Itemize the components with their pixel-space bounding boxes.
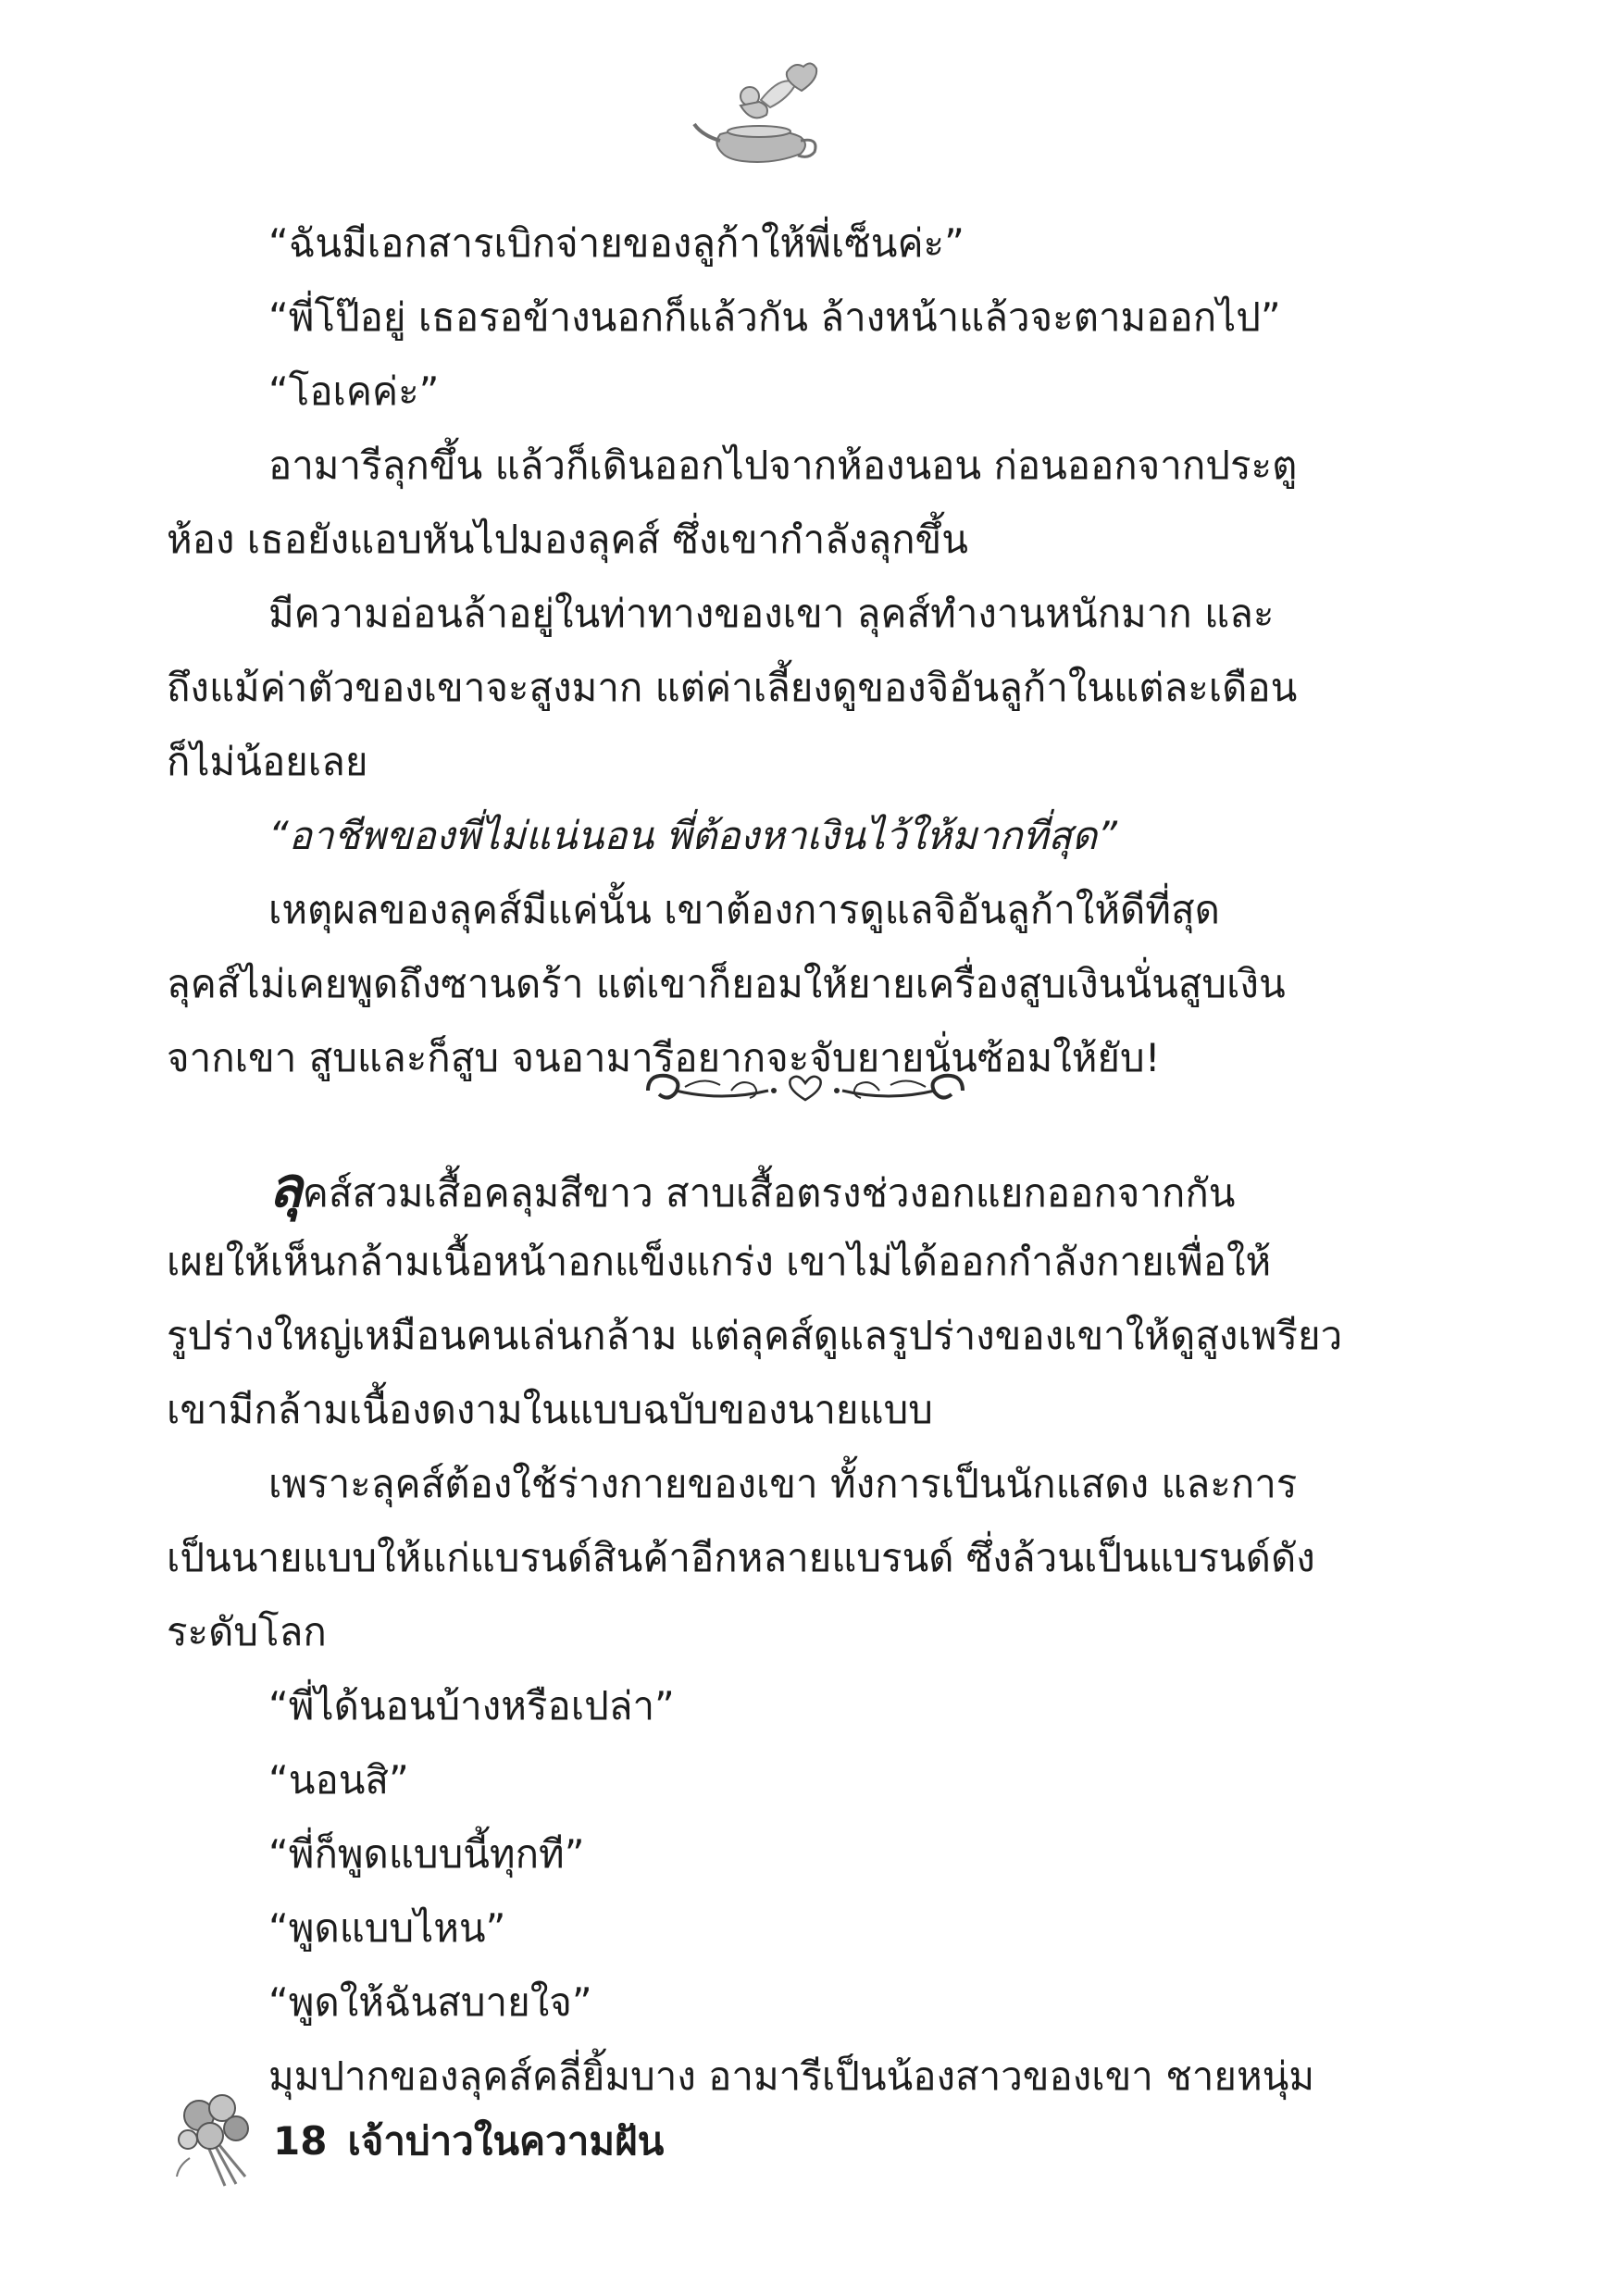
page-number: 18 — [273, 2118, 328, 2164]
paragraph-line: มุมปากของลุคส์คลี่ยิ้มบาง อามารีเป็นน้องสาวของเขา ชายหนุ่ม — [268, 2053, 1315, 2099]
paragraph-line: “ฉันมีเอกสารเบิกจ่ายของลูก้าให้พี่เซ็นค่ะ” — [268, 220, 965, 266]
book-title: เจ้าบ่าวในความฝัน — [347, 2118, 665, 2164]
paragraph-line: ลุคส์ไม่เคยพูดถึงซานดร้า แต่เขาก็ยอมให้ยายเครื่องสูบเงินนั่นสูบเงิน — [167, 961, 1286, 1006]
paragraph-line: เพราะลุคส์ต้องใช้ร่างกายของเขา ทั้งการเป็นนักแสดง และการ — [268, 1461, 1298, 1506]
heart-scroll-divider-icon — [639, 1063, 972, 1118]
flower-bouquet-icon — [171, 2088, 264, 2190]
paragraph-line: อามารีลุกขึ้น แล้วก็เดินออกไปจากห้องนอน ก่อนออกจากประตู — [268, 443, 1298, 488]
paragraph-line: เป็นนายแบบให้แก่แบรนด์สินค้าอีกหลายแบรนด์ ซึ่งล้วนเป็นแบรนด์ดัง — [167, 1535, 1315, 1580]
paragraph-line: เผยให้เห็นกล้ามเนื้อหน้าอกแข็งแกร่ง เขาไม่ได้ออกกำลังกายเพื่อให้ — [167, 1239, 1272, 1284]
paragraph-line: “พี่ได้นอนบ้างหรือเปล่า” — [268, 1683, 675, 1728]
paragraph-line: รูปร่างใหญ่เหมือนคนเล่นกล้าม แต่ลุคส์ดูแลรูปร่างของเขาให้ดูสูงเพรียว — [167, 1313, 1343, 1358]
paragraph-line: “พูดแบบไหน” — [268, 1905, 506, 1951]
dropcap-letter: ลุ — [268, 1155, 303, 1220]
paragraph-line-text: คส์สวมเสื้อคลุมสีขาว สาบเสื้อตรงช่วงอกแยกออกจากกัน — [302, 1170, 1236, 1216]
paragraph-line: “พี่ก็พูดแบบนี้ทุกที” — [268, 1831, 585, 1877]
paragraph-line: “พูดให้ฉันสบายใจ” — [268, 1979, 592, 2025]
paragraph-line: “โอเคค่ะ” — [268, 368, 440, 414]
paragraph-line: ห้อง เธอยังแอบหันไปมองลุคส์ ซึ่งเขากำลังลุกขึ้น — [167, 517, 968, 562]
page-footer — [171, 2088, 1004, 2190]
dropcap-paragraph-line — [268, 1157, 1235, 1218]
paragraph-line: ระดับโลก — [167, 1609, 327, 1654]
paragraph-line: มีความอ่อนล้าอยู่ในท่าทางของเขา ลุคส์ทำงานหนักมาก และ — [268, 591, 1275, 636]
paragraph-line: “พี่โป๊อยู่ เธอรอข้างนอกก็แล้วกัน ล้างหน้าแล้วจะตามออกไป” — [268, 294, 1281, 340]
paragraph-line: ถึงแม้ค่าตัวของเขาจะสูงมาก แต่ค่าเลี้ยงดูของจิอันลูก้าในแต่ละเดือน — [167, 665, 1298, 710]
paragraph-line: จากเขา สูบและก็สูบ จนอามารีอยากจะจับยายนั่นซ้อมให้ยับ! — [167, 1035, 1161, 1080]
teapot-cupid-icon — [685, 56, 833, 185]
footer-label — [273, 2114, 684, 2169]
paragraph-line: “นอนสิ” — [268, 1757, 409, 1803]
paragraph-line: เขามีกล้ามเนื้องดงามในแบบฉบับของนายแบบ — [167, 1387, 933, 1432]
italic-quote-line: “อาชีพของพี่ไม่แน่นอน พี่ต้องหาเงินไว้ให้มากที่สุด” — [268, 813, 1117, 858]
paragraph-line: ก็ไม่น้อยเลย — [167, 739, 368, 784]
paragraph-line: เหตุผลของลุคส์มีแค่นั้น เขาต้องการดูแลจิอันลูก้าให้ดีที่สุด — [268, 887, 1220, 932]
